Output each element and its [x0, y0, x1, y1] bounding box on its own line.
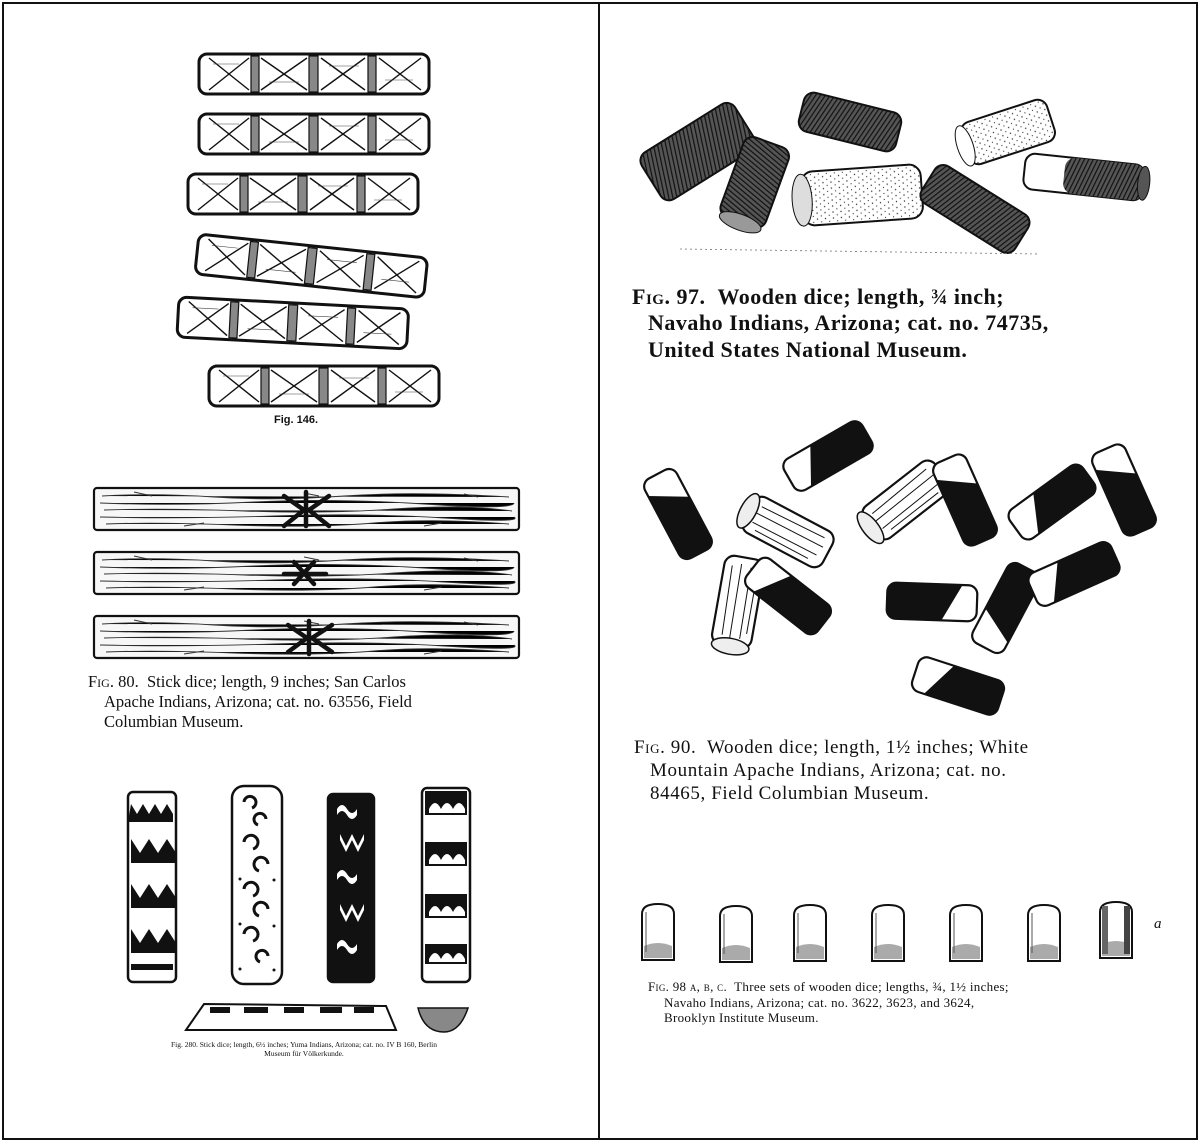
figure-90-caption-line-2: Mountain Apache Indians, Arizona; cat. no. — [650, 759, 1007, 781]
figure-97-caption-line-1: Wooden dice; length, ¾ inch; — [717, 284, 1005, 309]
fig98-die-6 — [1028, 905, 1060, 961]
figure-98-caption-lead: Fig. 98 a, b, c. — [648, 979, 728, 994]
figure-97-caption-line-2: Navaho Indians, Arizona; cat. no. 74735, — [648, 310, 1049, 336]
fig280-section-view — [418, 1008, 468, 1032]
figure-98-part-a-label: a — [1154, 916, 1162, 932]
figure-97-caption-lead: Fig. 97. — [632, 284, 706, 309]
figure-80-caption-line-2: Apache Indians, Arizona; cat. no. 63556, Field — [104, 691, 412, 711]
figure-98-caption-line-2: Navaho Indians, Arizona; cat. no. 3622, 3623, and 3624, — [664, 994, 975, 1010]
fig280-stick-spirals — [232, 786, 282, 984]
figure-97-caption-line-3: United States National Museum. — [648, 336, 968, 362]
figure-98-caption-line-3: Brooklyn Institute Museum. — [664, 1010, 819, 1026]
figure-80-caption-lead: Fig. 80. — [88, 672, 139, 691]
figure-280-illustration — [4, 4, 604, 1044]
figure-80-caption-line-3: Columbian Museum. — [104, 711, 244, 731]
figure-98-caption — [648, 979, 1168, 1026]
figure-90-caption-line-3: 84465, Field Columbian Museum. — [650, 782, 930, 804]
fig98-die-2 — [720, 906, 752, 962]
figure-98-caption-line-1: Three sets of wooden dice; lengths, ¾, 1½ inches; — [734, 979, 1009, 994]
figure-90-caption-line-1: Wooden dice; length, 1½ inches; White — [707, 737, 1029, 758]
fig98-die-4 — [872, 905, 904, 961]
figure-90-caption-lead: Fig. 90. — [634, 737, 697, 758]
fig280-stick-side-view — [186, 1004, 396, 1030]
fig98-die-5 — [950, 905, 982, 961]
figure-280-caption — [64, 1040, 544, 1058]
figure-280-caption-line-1: Fig. 280. Stick dice; length, 6½ inches; Yuma Indians, Arizona; cat. no. IV B 160, Berlin — [170, 1040, 437, 1049]
right-page — [598, 2, 1198, 1140]
fig280-stick-waves — [422, 788, 470, 982]
fig98-die-7 — [1100, 902, 1132, 958]
fig98-die-1 — [642, 904, 674, 960]
figure-146-label: Fig. 146. — [274, 414, 319, 426]
fig280-stick-zigzag — [128, 792, 176, 982]
figure-80-caption-line-1: Stick dice; length, 9 inches; San Carlos — [146, 672, 406, 691]
figure-98-illustration — [600, 4, 1200, 964]
figure-280-caption-line-2: Museum für Völkerkunde. — [264, 1049, 344, 1058]
fig98-die-3 — [794, 905, 826, 961]
left-page — [2, 2, 602, 1140]
fig280-stick-dark — [328, 794, 374, 982]
